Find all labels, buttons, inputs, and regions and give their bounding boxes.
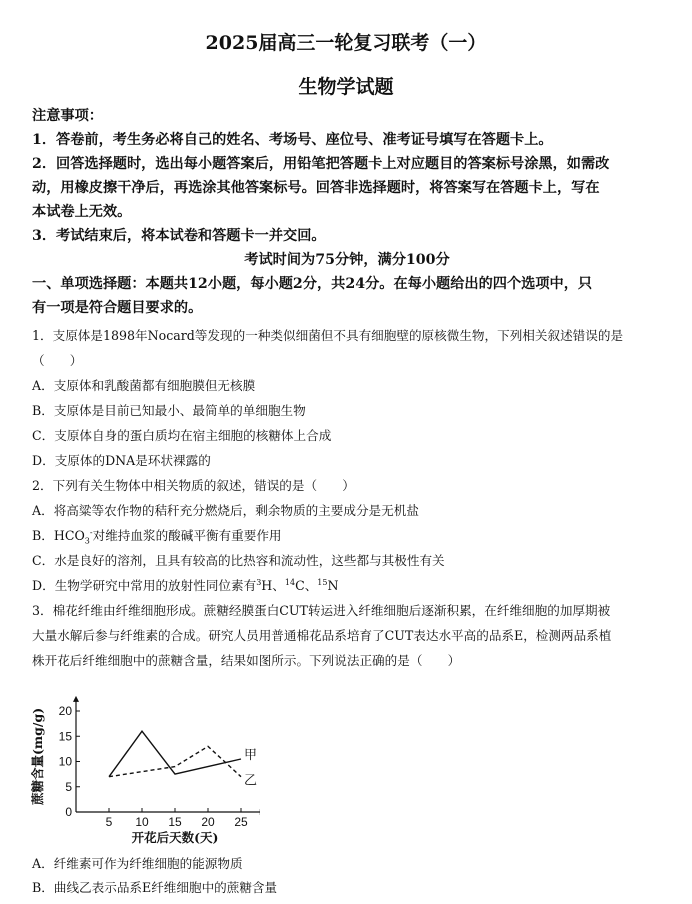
q2-d-mass-1: 3 [256, 577, 262, 587]
y-tick-label: 10 [58, 754, 72, 769]
notice-heading: 注意事项： [32, 108, 103, 124]
q2-b-text: 对维持血浆的酸碱平衡有重要作用 [92, 528, 282, 543]
q2-b-sup: - [89, 527, 93, 537]
q2-d-iso-2: C、 [295, 578, 318, 593]
section-line-2: 有一项是符合题目要求的。 [32, 300, 203, 316]
q2-d-iso-3: N [327, 578, 339, 593]
q2-stem: 2．下列有关生物体中相关物质的叙述，错误的是（ ） [32, 478, 355, 493]
sucrose-chart-svg [30, 684, 260, 844]
y-tick-label: 0 [65, 805, 72, 819]
q2-option-c: C．水是良好的溶剂，且具有较高的比热容和流动性，这些都与其极性有关 [32, 553, 445, 568]
section-heading [32, 272, 664, 320]
q1-option-d: D．支原体的DNA是环状裸露的 [32, 453, 211, 468]
q1-stem: 1．支原体是1898年Nocard等发现的一种类似细菌但不具有细胞壁的原核微生物，下列相关叙述错误的是 [32, 328, 624, 343]
section-line-1: 一、单项选择题：本题共12小题，每小题2分，共24分。在每小题给出的四个选项中，只 [32, 276, 593, 292]
notice-line-2: 2．回答选择题时，选出每小题答案后，用铅笔把答题卡上对应题目的答案标号涂黑，如需改 [32, 156, 610, 172]
notice-line-4: 本试卷上无效。 [32, 204, 132, 220]
q2-b-sub: 3 [84, 536, 90, 546]
y-tick-label: 5 [65, 779, 72, 794]
q2-option-d [32, 573, 667, 598]
q1-option-a: A．支原体和乳酸菌都有细胞膜但无核膜 [32, 378, 256, 393]
series-line-2 [109, 746, 241, 776]
question-3 [32, 598, 667, 673]
q3-line-3: 株开花后纤维细胞中的蔗糖含量，结果如图所示。下列说法正确的是（ ） [32, 653, 461, 668]
x-tick-label: 5 [105, 815, 113, 829]
q2-d-prefix: D．生物学研究中常用的放射性同位素有 [32, 578, 257, 593]
series-label-2: 乙 [244, 773, 258, 789]
exam-time: 考试时间为75分钟，满分100分 [244, 252, 450, 268]
q2-option-a: A．将高粱等农作物的秸秆充分燃烧后，剩余物质的主要成分是无机盐 [32, 503, 419, 518]
q2-option-b [32, 523, 667, 548]
notice-line-5: 3．考试结束后，将本试卷和答题卡一并交回。 [32, 228, 326, 244]
exam-title: 2025届高三一轮复习联考（一） [205, 32, 487, 54]
series-label-1: 甲 [244, 747, 258, 763]
exam-subtitle: 生物学试题 [298, 76, 394, 98]
q2-d-mass-2: 14 [284, 577, 296, 587]
notice-block [32, 104, 662, 272]
q1-stem-paren: （ ） [32, 353, 83, 368]
notice-line-1: 1．答卷前，考生务必将自己的姓名、考场号、座位号、准考证号填写在答题卡上。 [32, 132, 553, 148]
x-axis-label: 开花后天数(天) [131, 830, 219, 844]
series-line-1 [109, 731, 241, 777]
y-axis-arrow [73, 696, 79, 702]
question-2 [32, 473, 667, 598]
x-tick-label: 25 [234, 815, 248, 829]
x-tick-label: 20 [201, 815, 215, 829]
sucrose-chart [30, 684, 260, 844]
y-tick-label: 20 [58, 704, 72, 718]
q3-line-1: 3．棉花纤维由纤维细胞形成。蔗糖经膜蛋白CUT转运进入纤维细胞后逐渐积累，在纤维细胞的加厚期被 [32, 603, 611, 618]
q2-d-mass-3: 15 [317, 577, 328, 587]
q1-option-c: C．支原体自身的蛋白质均在宿主细胞的核糖体上合成 [32, 428, 332, 443]
q3-option-a: A．纤维素可作为纤维细胞的能源物质 [32, 856, 243, 871]
q2-b-prefix: B．HCO [32, 528, 85, 543]
notice-line-3: 动，用橡皮擦干净后，再选涂其他答案标号。回答非选择题时，将答案写在答题卡上，写在 [32, 180, 600, 196]
x-tick-label: 15 [168, 815, 182, 829]
question-1 [32, 323, 667, 473]
q1-option-b: B．支原体是目前已知最小、最简单的单细胞生物 [32, 403, 306, 418]
y-tick-label: 15 [58, 729, 72, 744]
q3-option-b: B．曲线乙表示品系E纤维细胞中的蔗糖含量 [32, 880, 278, 895]
x-tick-label: 10 [135, 815, 149, 829]
q3-line-2: 大量水解后参与纤维素的合成。研究人员用普通棉花品系培育了CUT表达水平高的品系E，检测两品系植 [32, 628, 612, 643]
y-axis-label: 蔗糖含量(mg/g) [30, 707, 45, 806]
q2-d-iso-1: H、 [261, 578, 285, 593]
